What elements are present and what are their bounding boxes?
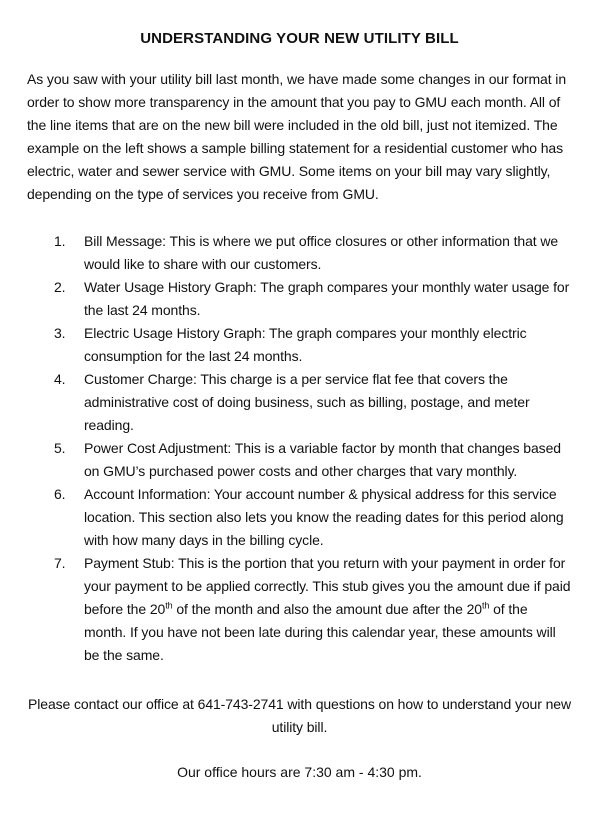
- list-item-number: 7.: [54, 555, 66, 571]
- list-item: [27, 276, 572, 322]
- intro-paragraph: As you saw with your utility bill last month, we have made some changes in our format in order to show more transparency in the amount that you pay to GMU each month. All of the line items that are on the new bill were included in the old bill, just not itemized. The example on the left shows a sample billing statement for a residential customer who has electric, water and sewer service with GMU. Some items on your bill may vary slightly, depending on the type of services you receive from GMU.: [27, 71, 567, 202]
- list-item-number: 4.: [54, 371, 66, 387]
- office-hours-text: Our office hours are 7:30 am - 4:30 pm.: [177, 764, 422, 780]
- superscript-th: th: [165, 600, 173, 611]
- list-item-text: Electric Usage History Graph: The graph compares your monthly electric consumption for the last 24 months.: [84, 325, 527, 364]
- list-item-text: Customer Charge: This charge is a per service flat fee that covers the administrative cost of doing business, such as billing, postage, and meter reading.: [84, 371, 530, 433]
- list-item: [27, 437, 572, 483]
- superscript-th: th: [481, 600, 490, 611]
- list-item-text: [84, 552, 572, 667]
- list-item: [27, 322, 572, 368]
- list-item-number: 6.: [54, 486, 66, 502]
- bill-items-list: [27, 230, 572, 667]
- list-item-number: 3.: [54, 325, 66, 341]
- list-item: [27, 483, 572, 552]
- payment-stub-text-part-2: of the month and also the amount due after the 20: [172, 601, 482, 617]
- list-item-text: Bill Message: This is where we put office closures or other information that we would like to share with our customers.: [84, 233, 559, 272]
- list-item-number: 1.: [54, 233, 66, 249]
- list-item-number: 2.: [54, 279, 66, 295]
- page-title: UNDERSTANDING YOUR NEW UTILITY BILL: [140, 30, 459, 47]
- payment-stub-text-part-1: Payment Stub: This is the portion that you return with your payment in order for your payment to be applied correctly. This stub gives you the amount due if paid before the 20: [84, 555, 571, 617]
- payment-stub-text-part-3: of the month. If you have not been late during this calendar year, these amounts will be the same.: [84, 601, 556, 663]
- list-item: [27, 230, 572, 276]
- list-item-number: 5.: [54, 440, 66, 456]
- list-item: [27, 368, 572, 437]
- list-item-text: Power Cost Adjustment: This is a variable factor by month that changes based on GMU’s purchased power costs and other charges that vary monthly.: [84, 440, 561, 479]
- list-item-text: Account Information: Your account number & physical address for this service location. This section also lets you know the reading dates for this period along with how many days in the billing cycle.: [84, 486, 564, 548]
- list-item-text: Water Usage History Graph: The graph compares your monthly water usage for the last 24 months.: [84, 279, 570, 318]
- contact-text: Please contact our office at 641-743-2741 with questions on how to understand your new utility bill.: [28, 696, 571, 735]
- list-item: [27, 552, 572, 667]
